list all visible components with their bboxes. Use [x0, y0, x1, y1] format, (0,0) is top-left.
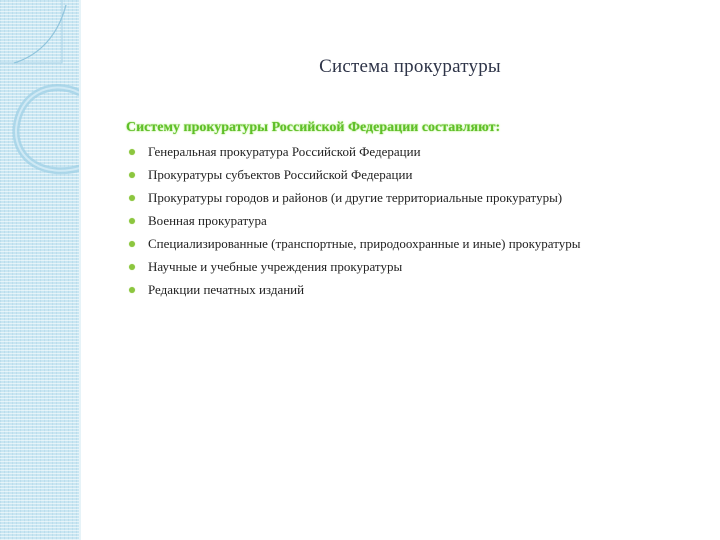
list-item-text: Редакции печатных изданий — [148, 282, 305, 297]
bullet-icon — [129, 218, 135, 224]
list-item-text: Научные и учебные учреждения прокуратуры — [148, 259, 403, 274]
list-item-text: Специализированные (транспортные, природоохранные и иные) прокуратуры — [148, 236, 581, 251]
list-item — [126, 211, 706, 234]
bullet-icon — [129, 149, 135, 155]
list-item — [126, 234, 706, 257]
list-item — [126, 165, 706, 188]
list-item-text: Прокуратуры субъектов Российской Федерации — [148, 167, 413, 182]
bullet-icon — [129, 195, 135, 201]
slide-content — [126, 120, 706, 303]
list-item — [126, 280, 706, 303]
list-item — [126, 142, 706, 165]
bullet-icon — [129, 264, 135, 270]
section-heading: Систему прокуратуры Российской Федерации составляют: — [126, 120, 501, 135]
bullet-icon — [129, 241, 135, 247]
slide-title: Система прокуратуры — [319, 56, 501, 77]
decorative-swirl-icon — [0, 0, 80, 200]
bullet-icon — [129, 172, 135, 178]
bullet-list — [126, 142, 706, 303]
list-item — [126, 257, 706, 280]
decorative-side-strip — [0, 0, 80, 540]
list-item-text: Военная прокуратура — [148, 213, 267, 228]
list-item — [126, 188, 706, 211]
bullet-icon — [129, 287, 135, 293]
list-item-text: Прокуратуры городов и районов (и другие территориальные прокуратуры) — [148, 190, 563, 205]
list-item-text: Генеральная прокуратура Российской Федерации — [148, 144, 421, 159]
